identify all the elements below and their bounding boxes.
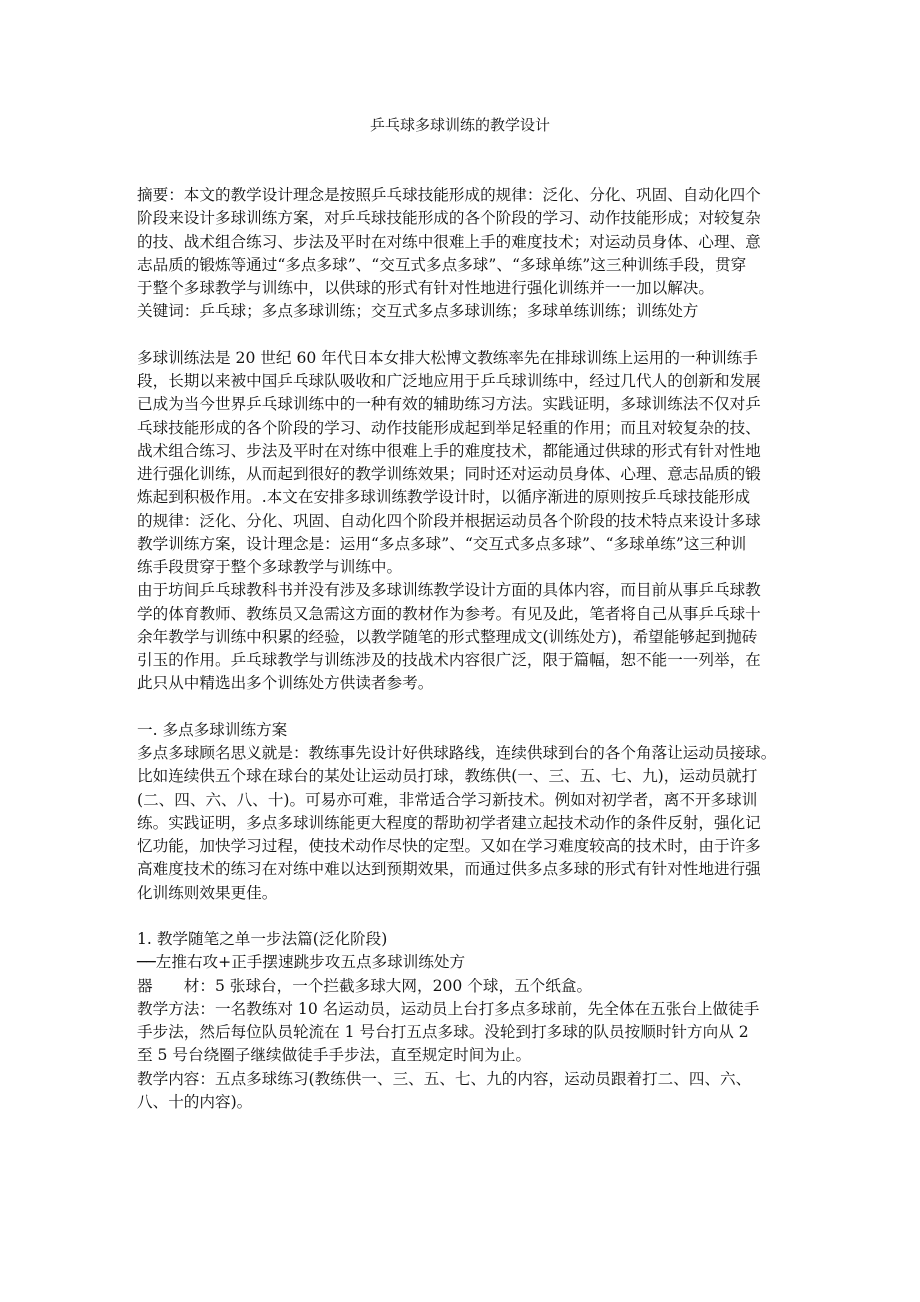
paragraph-line: ──左推右攻+正手摆速跳步攻五点多球训练处方	[137, 953, 466, 972]
paragraph-line: 余年教学与训练中积累的经验，以教学随笔的形式整理成文(训练处方)，希望能够起到抛砖	[137, 627, 758, 646]
paragraph-line: 炼起到积极作用。.本文在安排多球训练教学设计时，以循序渐进的原则按乒乓球技能形成	[137, 488, 751, 507]
paragraph-line: 八、十的内容)。	[137, 1092, 253, 1111]
paragraph-line: 学的体育教师、教练员又急需这方面的教材作为参考。有见及此，笔者将自己从事乒乓球十	[137, 604, 761, 623]
paragraph-line: 由于坊间乒乓球教科书并没有涉及多球训练教学设计方面的具体内容，而目前从事乒乓球教	[137, 581, 761, 600]
section-heading: 一. 多点多球训练方案	[137, 720, 288, 739]
paragraph-line: 化训练则效果更佳。	[137, 883, 278, 902]
paragraph-line: 已成为当今世界乒乓球训练中的一种有效的辅助练习方法。实践证明，多球训练法不仅对乒	[137, 395, 761, 414]
paragraph-line: 的规律：泛化、分化、巩固、自动化四个阶段并根据运动员各个阶段的技术特点来设计多球	[137, 511, 761, 530]
abstract-line: 志品质的锻炼等通过“多点多球”、“交互式多点多球”、“多球单练”这三种训练手段，贯穿	[137, 255, 747, 274]
paragraph-line: 教学内容：五点多球练习(教练供一、三、五、七、九的内容，运动员跟着打二、四、六、	[137, 1069, 752, 1088]
paragraph-line: 手步法，然后每位队员轮流在 1 号台打五点多球。没轮到打多球的队员按顺时针方向从 2	[137, 1023, 749, 1041]
paragraph-line: 练手段贯穿于整个多球教学与训练中。	[137, 558, 403, 576]
paragraph-line: 段，长期以来被中国乒乓球队吸收和广泛地应用于乒乓球训练中，经过几代人的创新和发展	[137, 372, 761, 390]
abstract-line: 于整个多球教学与训练中，以供球的形式有针对性地进行强化训练并一一加以解决。	[137, 279, 714, 297]
paragraph-line: 高难度技术的练习在对练中难以达到预期效果，而通过供多点多球的形式有针对性地进行强	[137, 860, 761, 879]
paragraph-line: 战术组合练习、步法及平时在对练中很难上手的难度技术，都能通过供球的形式有针对性地	[137, 441, 761, 460]
paragraph-line: 教学方法：一名教练对 10 名运动员，运动员上台打多点多球前，先全体在五张台上做徒手	[137, 999, 760, 1018]
paragraph-line: 多点多球顾名思义就是：教练事先设计好供球路线，连续供球到台的各个角落让运动员接球。	[137, 744, 777, 762]
paragraph-line: 此只从中精选出多个训练处方供读者参考。	[137, 674, 434, 693]
intro-paragraph-1	[137, 347, 797, 580]
abstract-line: 摘要：本文的教学设计理念是按照乒乓球技能形成的规律：泛化、分化、巩固、自动化四个	[137, 186, 761, 204]
paragraph-line: 教学训练方案，设计理念是：运用“多点多球”、“交互式多点多球”、“多球单练”这三种训	[137, 534, 747, 553]
document-body	[137, 184, 797, 1114]
document-title: 乒乓球多球训练的教学设计	[369, 116, 550, 134]
paragraph-line: 进行强化训练，从而起到很好的教学训练效果；同时还对运动员身体、心理、意志品质的锻	[137, 465, 761, 483]
subsection-heading: 1. 教学随笔之单一步法篇(泛化阶段)	[137, 930, 388, 948]
section-1-body	[137, 742, 797, 905]
paragraph-line: 乓球技能形成的各个阶段的学习、动作技能形成起到举足轻重的作用；而且对较复杂的技、	[137, 418, 761, 437]
spacer	[137, 905, 797, 928]
paragraph-line: 忆功能，加快学习过程，使技术动作尽快的定型。又如在学习难度较高的技术时，由于许多	[137, 837, 761, 855]
abstract-line: 的技、战术组合练习、步法及平时在对练中很难上手的难度技术；对运动员身体、心理、意	[137, 232, 761, 251]
paragraph-line: 至 5 号台绕圈子继续做徒手手步法，直至规定时间为止。	[137, 1046, 532, 1065]
subsection-1-body	[137, 951, 797, 1114]
spacer	[137, 324, 797, 347]
paragraph-line: 练。实践证明，多点多球训练能更大程度的帮助初学者建立起技术动作的条件反射，强化记	[137, 813, 761, 832]
keywords: 关键词：乒乓球；多点多球训练；交互式多点多球训练；多球单练训练；训练处方	[137, 302, 699, 321]
intro-paragraph-2	[137, 579, 797, 695]
abstract	[137, 184, 797, 300]
paragraph-line: 多球训练法是 20 世纪 60 年代日本女排大松博文教练率先在排球训练上运用的一种训练手	[137, 348, 758, 367]
paragraph-line: (二、四、六、八、十)。可易亦可难，非常适合学习新技术。例如对初学者，离不开多球训	[137, 790, 758, 809]
paragraph-line: 比如连续供五个球在球台的某处让运动员打球，教练供(一、三、五、七、九)，运动员就打	[137, 767, 758, 786]
abstract-line: 阶段来设计多球训练方案，对乒乓球技能形成的各个阶段的学习、动作技能形成；对较复杂	[137, 209, 761, 228]
paragraph-line: 器 材：5 张球台，一个拦截多球大网，200 个球，五个纸盒。	[137, 976, 593, 995]
paragraph-line: 引玉的作用。乒乓球教学与训练涉及的技战术内容很广泛，限于篇幅，恕不能一一列举，在	[137, 651, 761, 669]
spacer	[137, 696, 797, 719]
